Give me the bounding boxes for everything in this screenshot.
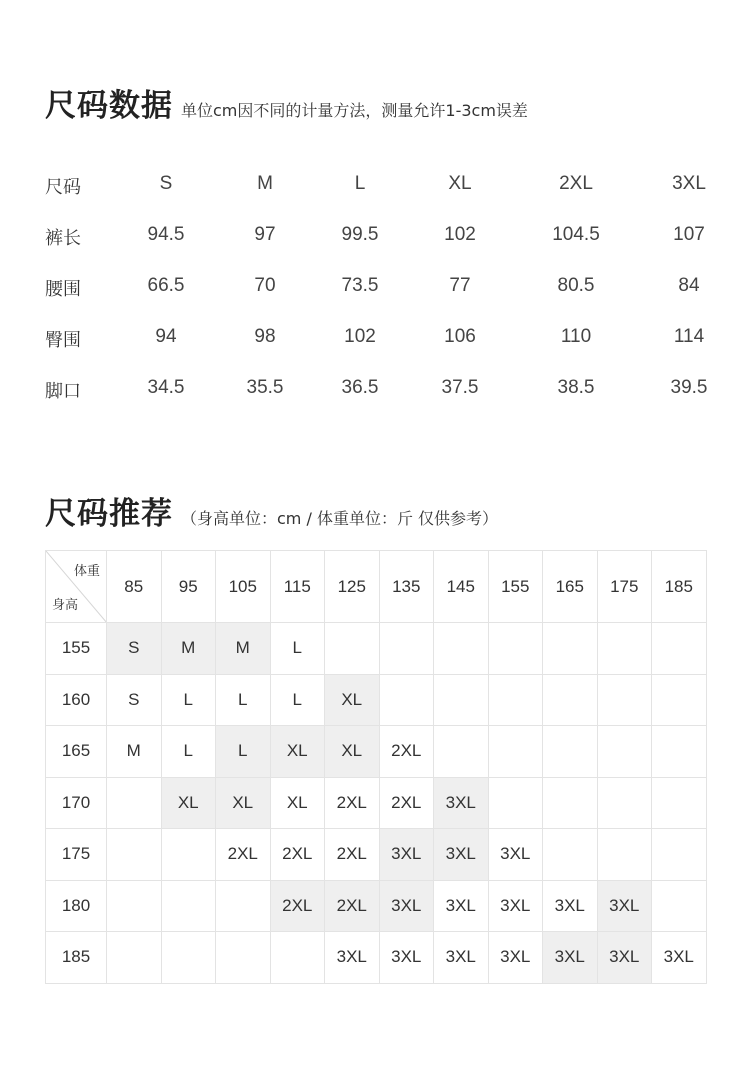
size-cell: 3XL — [379, 932, 434, 984]
size-cell: XL — [270, 777, 325, 829]
size-cell: 3XL — [434, 880, 489, 932]
size-cell: 2XL — [325, 777, 380, 829]
measurement-value: 106 — [444, 326, 476, 347]
recommended-size-cell: 3XL — [597, 932, 652, 984]
size-cell — [543, 777, 598, 829]
measurement-value: 80.5 — [557, 275, 595, 296]
size-cell — [652, 623, 707, 675]
size-row — [0, 224, 750, 254]
size-cell — [543, 674, 598, 726]
recommended-size-cell: XL — [270, 726, 325, 778]
size-cell — [107, 777, 162, 829]
height-header-cell: 175 — [46, 829, 107, 881]
row-label: 腰围 — [45, 279, 81, 300]
size-cell — [379, 623, 434, 675]
size-cell — [379, 674, 434, 726]
measurement-value: 77 — [449, 275, 471, 296]
size-data-title: 尺码数据 — [45, 88, 173, 124]
size-row — [0, 377, 750, 407]
size-recommend-table — [45, 550, 707, 984]
size-cell: 2XL — [325, 829, 380, 881]
measurement-value: 66.5 — [147, 275, 185, 296]
size-cell — [488, 623, 543, 675]
size-cell — [325, 623, 380, 675]
size-cell — [597, 726, 652, 778]
recommended-size-cell: XL — [325, 726, 380, 778]
size-cell: L — [216, 674, 271, 726]
weight-header-cell: 135 — [379, 551, 434, 623]
measurement-value: 94 — [155, 326, 177, 347]
size-cell: 3XL — [488, 880, 543, 932]
size-data-heading — [45, 80, 528, 125]
measurement-value: 114 — [673, 326, 705, 347]
size-cell — [107, 932, 162, 984]
measurement-value: 104.5 — [552, 224, 600, 245]
recommended-size-cell: 3XL — [379, 880, 434, 932]
recommended-size-cell: XL — [216, 777, 271, 829]
weight-header-row — [46, 551, 707, 623]
measurement-value: 37.5 — [441, 377, 479, 398]
weight-header-cell: 165 — [543, 551, 598, 623]
size-column-header: 2XL — [559, 173, 593, 194]
height-label: 身高 — [52, 597, 79, 612]
size-cell — [270, 932, 325, 984]
height-header-cell: 185 — [46, 932, 107, 984]
size-cell: 2XL — [379, 777, 434, 829]
weight-header-cell: 145 — [434, 551, 489, 623]
measurement-value: 70 — [254, 275, 276, 296]
size-cell: L — [270, 623, 325, 675]
size-cell — [107, 880, 162, 932]
recommended-size-cell: XL — [325, 674, 380, 726]
height-row — [46, 623, 707, 675]
recommended-size-cell: 2XL — [325, 880, 380, 932]
size-recommend-title: 尺码推荐 — [45, 496, 173, 532]
size-cell: 2XL — [379, 726, 434, 778]
measurement-value: 84 — [678, 275, 700, 296]
recommended-size-cell: XL — [161, 777, 216, 829]
measurement-value: 36.5 — [341, 377, 379, 398]
size-cell: M — [107, 726, 162, 778]
size-cell — [543, 623, 598, 675]
weight-header-cell: 115 — [270, 551, 325, 623]
size-cell: 3XL — [325, 932, 380, 984]
measurement-value: 35.5 — [246, 377, 284, 398]
size-cell — [161, 932, 216, 984]
size-cell — [597, 623, 652, 675]
weight-header-cell: 125 — [325, 551, 380, 623]
size-cell — [488, 674, 543, 726]
size-cell: L — [270, 674, 325, 726]
row-label: 尺码 — [45, 177, 81, 198]
size-cell — [161, 880, 216, 932]
recommended-size-cell: 3XL — [543, 932, 598, 984]
size-column-header: S — [159, 173, 173, 194]
size-cell: 2XL — [216, 829, 271, 881]
size-cell — [434, 623, 489, 675]
measurement-value: 99.5 — [341, 224, 379, 245]
height-header-cell: 155 — [46, 623, 107, 675]
recommended-size-cell: M — [216, 623, 271, 675]
size-column-header: XL — [448, 173, 472, 194]
height-row — [46, 829, 707, 881]
measurement-value: 94.5 — [147, 224, 185, 245]
size-recommend-heading — [45, 488, 498, 533]
size-cell: 3XL — [543, 880, 598, 932]
recommended-size-cell: 3XL — [434, 829, 489, 881]
corner-header-cell — [46, 551, 107, 623]
height-header-cell: 160 — [46, 674, 107, 726]
measurement-value: 39.5 — [670, 377, 708, 398]
size-row — [0, 326, 750, 356]
measurement-value: 73.5 — [341, 275, 379, 296]
height-row — [46, 674, 707, 726]
measurement-value: 34.5 — [147, 377, 185, 398]
size-cell — [652, 726, 707, 778]
size-cell — [597, 777, 652, 829]
recommended-size-cell: 2XL — [270, 880, 325, 932]
weight-header-cell: 95 — [161, 551, 216, 623]
weight-header-cell: 175 — [597, 551, 652, 623]
row-label: 臀围 — [45, 330, 81, 351]
size-cell: L — [161, 726, 216, 778]
size-cell — [652, 880, 707, 932]
size-cell — [488, 777, 543, 829]
size-cell — [652, 777, 707, 829]
recommended-size-cell: S — [107, 623, 162, 675]
measurement-value: 107 — [673, 224, 705, 245]
height-row — [46, 777, 707, 829]
size-cell: S — [107, 674, 162, 726]
size-column-header: 3XL — [672, 173, 706, 194]
size-cell — [216, 932, 271, 984]
weight-header-cell: 185 — [652, 551, 707, 623]
recommended-size-cell: 3XL — [434, 777, 489, 829]
measurement-value: 102 — [344, 326, 376, 347]
size-cell: 3XL — [652, 932, 707, 984]
size-cell — [488, 726, 543, 778]
weight-header-cell: 85 — [107, 551, 162, 623]
measurement-value: 38.5 — [557, 377, 595, 398]
height-header-cell: 180 — [46, 880, 107, 932]
size-cell — [597, 829, 652, 881]
recommended-size-cell: M — [161, 623, 216, 675]
size-cell: 3XL — [488, 829, 543, 881]
size-cell: 3XL — [488, 932, 543, 984]
size-data-note: 单位cm因不同的计量方法，测量允许1-3cm误差 — [181, 101, 528, 120]
weight-label: 体重 — [73, 563, 100, 578]
size-cell — [543, 829, 598, 881]
size-cell — [161, 829, 216, 881]
size-row — [0, 275, 750, 305]
size-cell — [107, 829, 162, 881]
recommended-size-cell: 3XL — [379, 829, 434, 881]
size-column-header: L — [354, 173, 366, 194]
measurement-value: 102 — [444, 224, 476, 245]
measurement-value: 110 — [560, 326, 592, 347]
size-cell — [652, 829, 707, 881]
size-cell — [216, 880, 271, 932]
height-row — [46, 726, 707, 778]
size-cell — [597, 674, 652, 726]
size-cell — [434, 726, 489, 778]
size-cell — [434, 674, 489, 726]
measurement-value: 97 — [254, 224, 276, 245]
size-cell: L — [161, 674, 216, 726]
weight-header-cell: 155 — [488, 551, 543, 623]
size-cell: 3XL — [434, 932, 489, 984]
height-header-cell: 170 — [46, 777, 107, 829]
weight-header-cell: 105 — [216, 551, 271, 623]
height-row — [46, 932, 707, 984]
size-column-header: M — [257, 173, 273, 194]
row-label: 裤长 — [45, 228, 81, 249]
row-label: 脚口 — [45, 381, 81, 402]
size-cell: 2XL — [270, 829, 325, 881]
height-header-cell: 165 — [46, 726, 107, 778]
measurement-value: 98 — [254, 326, 276, 347]
height-row — [46, 880, 707, 932]
recommended-size-cell: L — [216, 726, 271, 778]
recommended-size-cell: 3XL — [597, 880, 652, 932]
size-header-row — [0, 173, 750, 203]
size-cell — [543, 726, 598, 778]
size-cell — [652, 674, 707, 726]
size-recommend-note: （身高单位：cm / 体重单位：斤 仅供参考） — [181, 509, 499, 528]
